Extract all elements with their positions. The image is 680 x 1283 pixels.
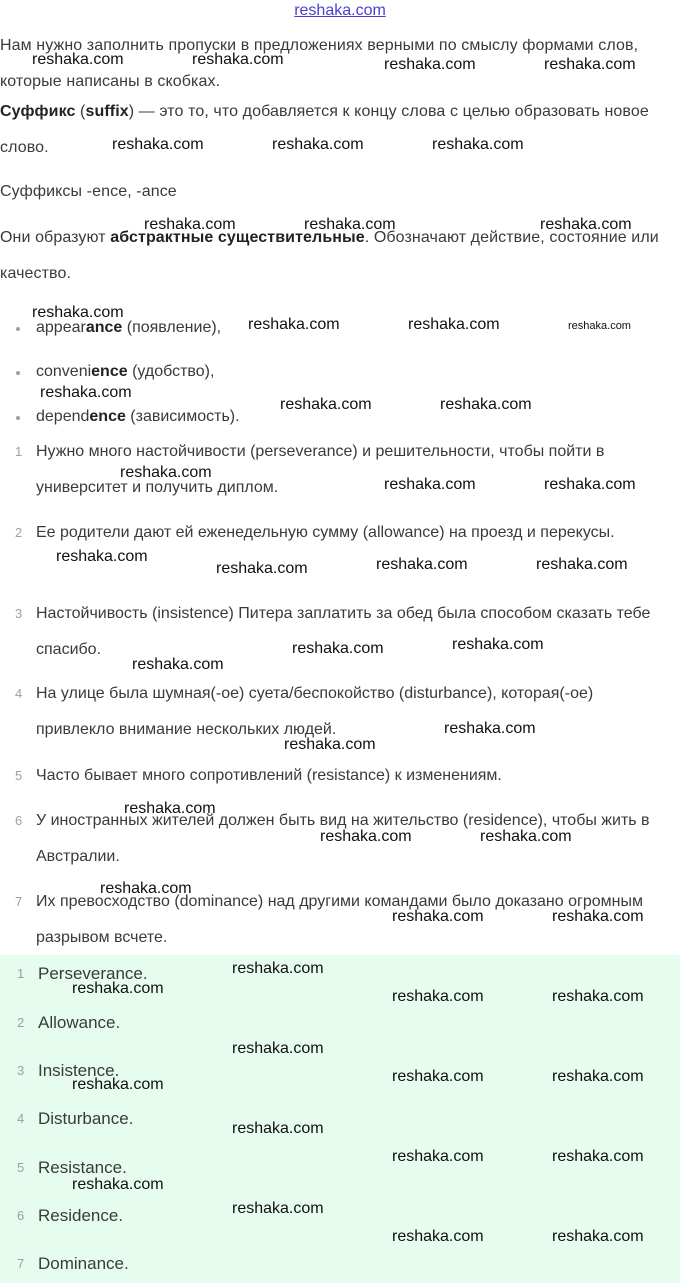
- watermark: reshaka.com: [384, 56, 476, 73]
- answer-text: Resistance.: [38, 1158, 127, 1177]
- watermark: reshaka.com: [56, 548, 148, 565]
- answer-number: 5: [17, 1160, 25, 1175]
- watermark: reshaka.com: [432, 136, 524, 153]
- answer-number: 6: [17, 1208, 25, 1223]
- example-suffix: ence: [89, 408, 126, 425]
- question-text: У иностранных жителей должен быть вид на жительство (residence), чтобы жить в Австралии.: [36, 812, 650, 865]
- watermark: reshaka.com: [280, 396, 372, 413]
- example-root: conveni: [36, 363, 92, 380]
- watermark: reshaka.com: [552, 988, 644, 1005]
- meaning-pre: Они образуют: [0, 229, 111, 246]
- example-gloss: (появление),: [122, 319, 222, 336]
- watermark: reshaka.com: [444, 720, 536, 737]
- watermark: reshaka.com: [112, 136, 204, 153]
- watermark: reshaka.com: [384, 476, 476, 493]
- watermark: reshaka.com: [132, 656, 224, 673]
- watermark: reshaka.com: [552, 1148, 644, 1165]
- watermark: reshaka.com: [568, 320, 631, 332]
- question-text: На улице была шумная(-ое) суета/беспокойство (disturbance), которая(-ое) привлекло внимание нескольких людей.: [36, 685, 594, 738]
- answer-text: Perseverance.: [38, 964, 148, 983]
- watermark: reshaka.com: [392, 908, 484, 925]
- example-suffix: ance: [85, 319, 123, 336]
- answer-item: [0, 1249, 680, 1279]
- answer-text: Allowance.: [38, 1013, 121, 1032]
- answer-number: 2: [17, 1015, 25, 1030]
- watermark: reshaka.com: [232, 960, 324, 977]
- suffixes-title: Суффиксы -ence, -ance: [0, 183, 177, 200]
- watermark: reshaka.com: [232, 1120, 324, 1137]
- watermark: reshaka.com: [392, 1068, 484, 1085]
- watermark: reshaka.com: [284, 736, 376, 753]
- question-number: 3: [15, 606, 23, 621]
- answer-item: [0, 1008, 680, 1038]
- watermark: reshaka.com: [232, 1040, 324, 1057]
- watermark: reshaka.com: [540, 216, 632, 233]
- question-number: 7: [15, 894, 23, 909]
- watermark: reshaka.com: [72, 1076, 164, 1093]
- watermark: reshaka.com: [72, 1176, 164, 1193]
- site-logo-link[interactable]: reshaka.com: [294, 2, 386, 19]
- watermark: reshaka.com: [72, 980, 164, 997]
- watermark: reshaka.com: [544, 56, 636, 73]
- watermark: reshaka.com: [452, 636, 544, 653]
- watermark: reshaka.com: [272, 136, 364, 153]
- watermark: reshaka.com: [552, 1228, 644, 1245]
- watermark: reshaka.com: [192, 51, 284, 68]
- watermark: reshaka.com: [392, 1148, 484, 1165]
- watermark: reshaka.com: [232, 1200, 324, 1217]
- example-gloss: (удобство),: [127, 363, 215, 380]
- watermark: reshaka.com: [392, 1228, 484, 1245]
- answer-number: 7: [17, 1256, 25, 1271]
- answer-text: Disturbance.: [38, 1109, 134, 1128]
- question-number: 4: [15, 686, 23, 701]
- question-number: 6: [15, 813, 23, 828]
- watermark: reshaka.com: [248, 316, 340, 333]
- answers-panel: [0, 955, 680, 1283]
- watermark: reshaka.com: [536, 556, 628, 573]
- watermark: reshaka.com: [480, 828, 572, 845]
- watermark: reshaka.com: [120, 464, 212, 481]
- meaning-post: . Обозначают действие, состояние или качество.: [0, 229, 659, 282]
- watermark: reshaka.com: [32, 304, 124, 321]
- question-number: 1: [15, 444, 23, 459]
- meaning-paragraph: [0, 220, 676, 292]
- question-text: Ее родители дают ей еженедельную сумму (allowance) на проезд и перекусы.: [36, 524, 615, 541]
- watermark: reshaka.com: [124, 800, 216, 817]
- question-text: Часто бывает много сопротивлений (resistance) к изменениям.: [36, 767, 502, 784]
- answer-item: [0, 1201, 680, 1231]
- answer-item: [0, 1056, 680, 1086]
- example-gloss: (зависимость).: [125, 408, 240, 425]
- answer-text: Insistence.: [38, 1061, 120, 1080]
- question-text: Нужно много настойчивости (perseverance) и решительности, чтобы пойти в университет и получить диплом.: [36, 443, 605, 496]
- example-root: depend: [36, 408, 90, 425]
- watermark: reshaka.com: [32, 51, 124, 68]
- suffix-definition-rest: ) — это то, что добавляется к концу слова с целью образовать новое слово.: [0, 103, 649, 156]
- watermark: reshaka.com: [216, 560, 308, 577]
- answer-item: [0, 959, 680, 989]
- question-text: Настойчивость (insistence) Питера заплатить за обед была способом сказать тебе спасибо.: [36, 605, 651, 658]
- watermark: reshaka.com: [552, 1068, 644, 1085]
- answer-number: 1: [17, 966, 25, 981]
- watermark: reshaka.com: [40, 384, 132, 401]
- watermark: reshaka.com: [144, 216, 236, 233]
- answer-item: [0, 1153, 680, 1183]
- suffix-definition: [0, 94, 676, 166]
- question-number: 2: [15, 525, 23, 540]
- watermark: reshaka.com: [408, 316, 500, 333]
- watermark: reshaka.com: [292, 640, 384, 657]
- answer-item: [0, 1104, 680, 1134]
- question-text: Их превосходство (dominance) над другими командами было доказано огромным разрывом всчете.: [36, 893, 643, 946]
- intro-paragraph: Нам нужно заполнить пропуски в предложениях верными по смыслу формами слов, которые написаны в скобках.: [0, 37, 639, 90]
- example-root: appear: [36, 319, 86, 336]
- suffix-term-en: suffix: [85, 103, 129, 120]
- watermark: reshaka.com: [544, 476, 636, 493]
- example-item: [16, 316, 221, 340]
- answer-number: 4: [17, 1111, 25, 1126]
- answer-text: Residence.: [38, 1206, 124, 1225]
- meaning-bold: абстрактные существительные: [110, 229, 365, 246]
- watermark: reshaka.com: [100, 880, 192, 897]
- watermark: reshaka.com: [304, 216, 396, 233]
- question-number: 5: [15, 768, 23, 783]
- answer-number: 3: [17, 1063, 25, 1078]
- watermark: reshaka.com: [392, 988, 484, 1005]
- watermark: reshaka.com: [320, 828, 412, 845]
- watermark: reshaka.com: [440, 396, 532, 413]
- watermark: reshaka.com: [376, 556, 468, 573]
- answer-text: Dominance.: [38, 1254, 129, 1273]
- example-item: [16, 360, 214, 384]
- suffix-open-paren: (: [75, 103, 86, 120]
- example-suffix: ence: [91, 363, 128, 380]
- watermark: reshaka.com: [552, 908, 644, 925]
- suffix-term: Суффикс: [0, 103, 76, 120]
- example-item: [16, 405, 240, 429]
